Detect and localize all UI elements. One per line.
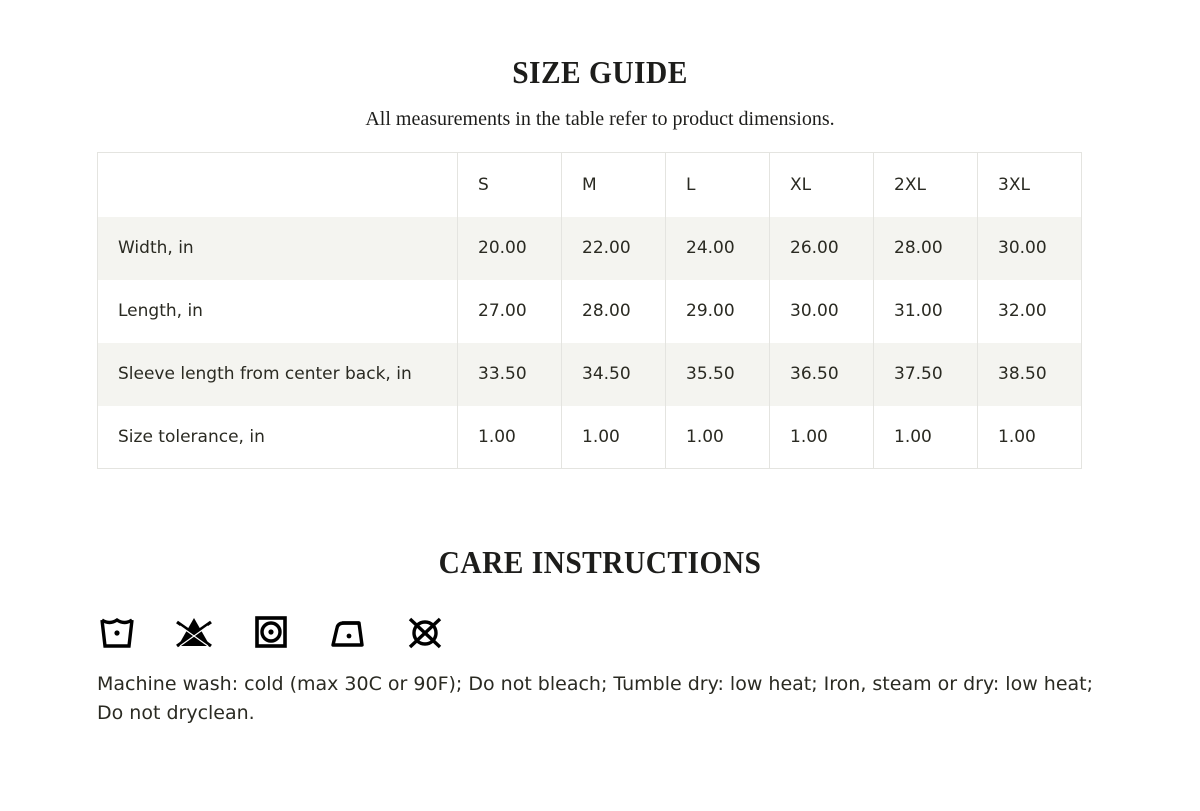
table-cell: 35.50 (666, 343, 770, 406)
table-cell: 29.00 (666, 280, 770, 343)
header-cell-2xl: 2XL (874, 153, 978, 217)
header-cell-l: L (666, 153, 770, 217)
do-not-dryclean-icon (405, 612, 445, 652)
header-cell-3xl: 3XL (998, 174, 1030, 195)
table-cell: 28.00 (874, 217, 978, 280)
header-cell-xl: XL (770, 153, 874, 217)
table-cell: 1.00 (978, 406, 1082, 469)
table-cell: 32.00 (978, 280, 1082, 343)
table-cell: 33.50 (458, 343, 562, 406)
table-cell: 28.00 (562, 280, 666, 343)
table-cell: 20.00 (458, 217, 562, 280)
row-label: Size tolerance, in (98, 406, 458, 469)
table-row (98, 280, 1082, 343)
iron-low-icon (328, 612, 368, 652)
row-label: Sleeve length from center back, in (98, 343, 458, 406)
table-cell: 36.50 (770, 343, 874, 406)
size-guide-title: SIZE GUIDE (512, 54, 688, 90)
table-cell: 30.00 (978, 217, 1082, 280)
row-label: Width, in (98, 217, 458, 280)
table-cell: 31.00 (874, 280, 978, 343)
size-table (97, 152, 1082, 469)
table-cell: 34.50 (562, 343, 666, 406)
size-guide-subtitle: All measurements in the table refer to product dimensions. (365, 108, 835, 130)
table-cell: 1.00 (458, 406, 562, 469)
table-row (98, 343, 1082, 406)
table-cell: 30.00 (770, 280, 874, 343)
row-label: Length, in (98, 280, 458, 343)
size-table-header (98, 153, 1082, 217)
table-cell: 27.00 (458, 280, 562, 343)
table-cell: 26.00 (770, 217, 874, 280)
care-instructions-text: Machine wash: cold (max 30C or 90F); Do not bleach; Tumble dry: low heat; Iron, steam or dry: low heat; Do not dryclean. (97, 673, 1093, 724)
table-row (98, 217, 1082, 280)
table-cell: 1.00 (562, 406, 666, 469)
tumble-dry-low-icon (251, 612, 291, 652)
header-cell-m: M (562, 153, 666, 217)
do-not-bleach-icon (174, 612, 214, 652)
header-cell-s: S (458, 153, 562, 217)
table-cell: 37.50 (874, 343, 978, 406)
table-cell: 22.00 (562, 217, 666, 280)
care-icons (97, 612, 482, 652)
wash-cold-icon (97, 612, 137, 652)
table-cell: 38.50 (978, 343, 1082, 406)
table-cell: 1.00 (666, 406, 770, 469)
table-cell: 24.00 (666, 217, 770, 280)
table-cell: 1.00 (770, 406, 874, 469)
header-cell (98, 153, 458, 217)
care-instructions-title: CARE INSTRUCTIONS (438, 544, 762, 580)
table-row (98, 406, 1082, 469)
table-cell: 1.00 (874, 406, 978, 469)
